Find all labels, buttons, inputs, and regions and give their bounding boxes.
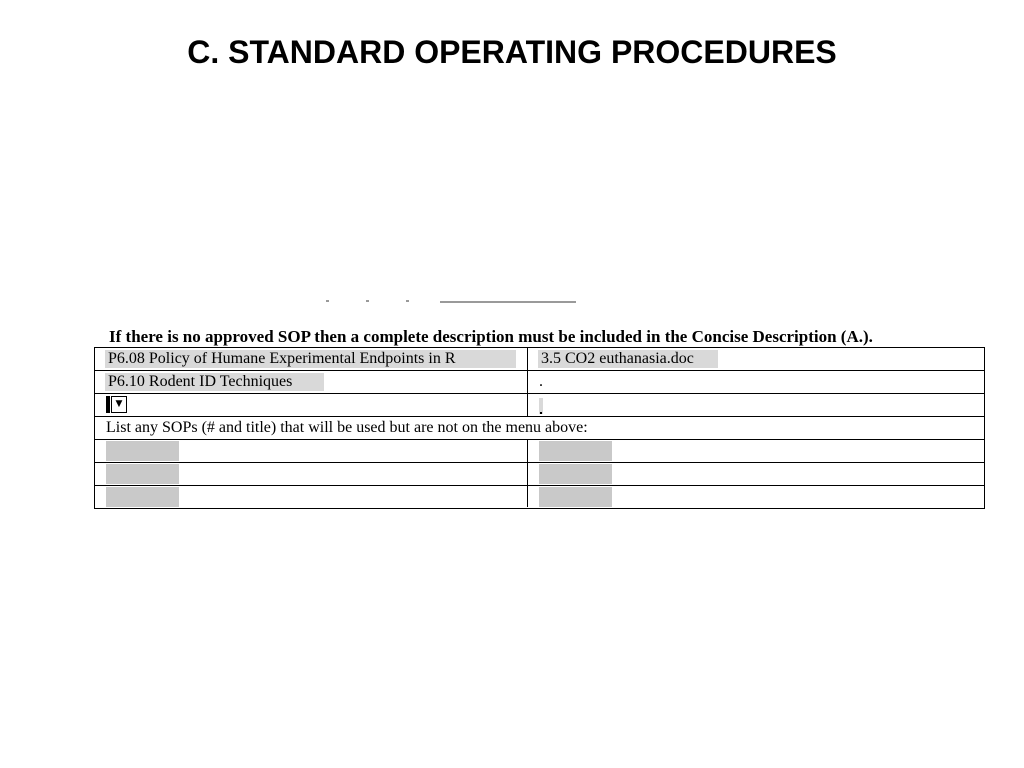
artifact-dot [406, 300, 409, 302]
column-divider [527, 348, 528, 370]
unlisted-sop-prompt-row [95, 417, 984, 440]
unlisted-sop-row [95, 486, 984, 507]
column-divider [527, 440, 528, 462]
sop-table [94, 347, 985, 509]
unlisted-sop-text-field[interactable] [106, 441, 179, 461]
column-divider [527, 371, 528, 393]
text-cursor [106, 396, 110, 413]
column-divider [527, 486, 528, 507]
sop-instruction: If there is no approved SOP then a complete description must be included in the Concise Description (A.). [109, 327, 873, 346]
artifact-dot [366, 300, 369, 302]
unlisted-sop-text-field[interactable] [106, 464, 179, 484]
sop-dropdown-field-5[interactable] [106, 396, 126, 413]
artifact-line [440, 301, 576, 303]
unlisted-sop-text-field[interactable] [539, 464, 612, 484]
unlisted-sop-prompt: List any SOPs (# and title) that will be used but are not on the menu above: [106, 419, 588, 436]
sop-row [95, 348, 984, 371]
column-divider [527, 394, 528, 416]
sop-row [95, 371, 984, 394]
cropped-text-artifact [322, 297, 577, 305]
sop-dropdown-field-6[interactable] [539, 398, 543, 414]
sop-dropdown-field-1[interactable]: P6.08 Policy of Humane Experimental Endpoints in R [105, 350, 516, 368]
chevron-down-icon[interactable]: ▼ [111, 396, 127, 413]
unlisted-sop-row [95, 463, 984, 486]
unlisted-sop-row [95, 440, 984, 463]
sop-dropdown-field-4[interactable]: . [539, 373, 543, 390]
sop-row [95, 394, 984, 417]
unlisted-sop-text-field[interactable] [106, 487, 179, 507]
sop-dropdown-field-2[interactable]: 3.5 CO2 euthanasia.doc [538, 350, 718, 368]
sop-dropdown-field-3[interactable]: P6.10 Rodent ID Techniques [105, 373, 324, 391]
field-mark [540, 412, 542, 414]
page-title: C. STANDARD OPERATING PROCEDURES [187, 34, 837, 70]
unlisted-sop-text-field[interactable] [539, 441, 612, 461]
unlisted-sop-text-field[interactable] [539, 487, 612, 507]
column-divider [527, 463, 528, 485]
artifact-dot [326, 300, 329, 302]
